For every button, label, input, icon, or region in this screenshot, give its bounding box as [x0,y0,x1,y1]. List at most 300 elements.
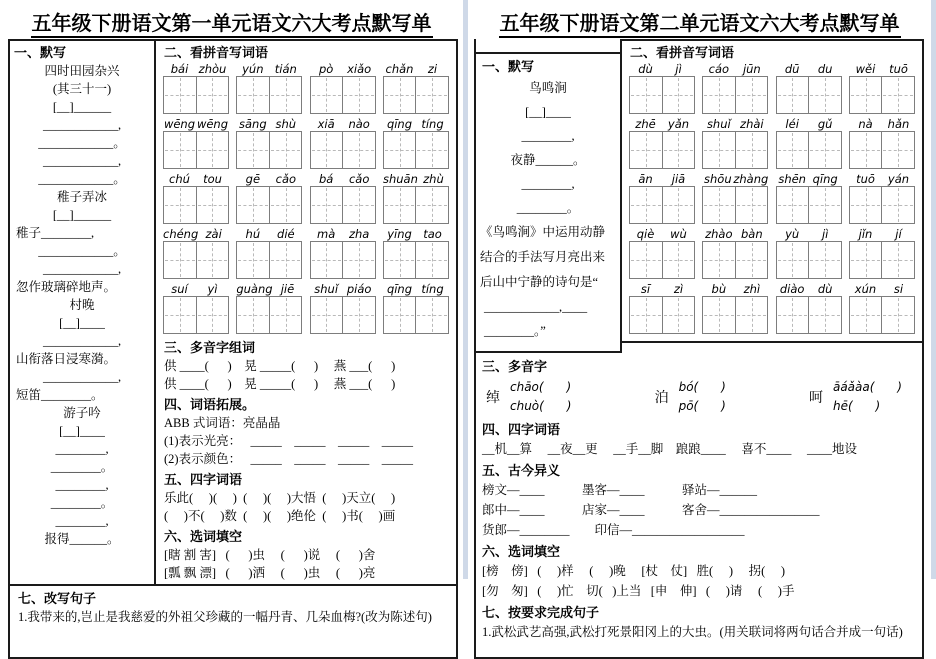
pinyin-label [383,172,449,186]
writing-cell [164,297,196,333]
pinyin-word-group [383,282,449,334]
pinyin-word-group [776,117,842,169]
pinyin-syllable: chǎn [385,62,414,76]
pinyin-word-group [776,282,842,334]
pinyin-label [383,227,449,241]
pinyin-label [776,282,842,296]
pinyin-syllable: jì [675,62,682,76]
text-line: 榜文—____ 墨客—____ 驿站—______ [482,483,758,497]
pinyin-word-group [236,282,302,334]
pinyin-label [629,227,695,241]
pinyin-syllable: xiǎo [347,62,372,76]
pinyin-word-group [702,172,768,224]
pinyin-syllable: shuān [382,172,418,186]
section-four-char-words [160,469,452,525]
writing-cell [342,132,375,168]
pinyin-syllable: dù [638,62,653,76]
worksheet-page-1 [8,39,458,659]
text-line: ____________,____ [484,300,588,314]
writing-cell [415,242,448,278]
pinyin-syllable: diào [779,282,805,296]
polyphone-character: 绰 [486,391,500,406]
writing-cell [196,242,229,278]
writing-grid [383,296,449,334]
writing-grid [629,296,695,334]
writing-grid [383,131,449,169]
pinyin-word-group [702,62,768,114]
pinyin-word-group [849,282,915,334]
writing-cell [630,77,662,113]
pinyin-word-group [776,172,842,224]
pinyin-row [626,62,918,114]
pinyin-syllable: tíng [421,282,444,296]
pinyin-syllable: zhài [740,117,764,131]
writing-cell [237,297,269,333]
pinyin-syllable: pò [318,62,334,76]
pinyin-label [236,172,302,186]
section-heading: 七、按要求完成句子 [482,605,600,620]
pinyin-label [383,282,449,296]
pinyin-word-group [163,282,229,334]
writing-grid [383,241,449,279]
pinyin-row [626,282,918,334]
writing-grid [236,76,302,114]
writing-grid [702,241,768,279]
pinyin-label [776,172,842,186]
writing-cell [850,187,882,223]
text-line: (2)表示颜色： _____ _____ _____ _____ [164,452,413,466]
writing-grid [849,76,915,114]
writing-cell [384,242,416,278]
pinyin-syllable: bái [170,62,189,76]
writing-cell [311,132,343,168]
text-line: ____________。 [38,172,126,186]
pinyin-word-group [629,282,695,334]
writing-cell [196,297,229,333]
text-line: [瞎 割 害] ( )虫 ( )说 ( )舍 [164,548,376,562]
text-line: ABB 式词语：亮晶晶 [164,416,281,430]
writing-cell [808,242,841,278]
page-1-window [0,0,463,624]
text-line: ________, [55,442,109,456]
pinyin-syllable: suí [171,282,188,296]
writing-grid [776,241,842,279]
text-line: ____________。 [38,244,126,258]
pinyin-syllable: qīng [386,282,413,296]
pinyin-row [626,227,918,279]
writing-grid [629,241,695,279]
writing-cell [850,132,882,168]
pinyin-word-group [236,117,302,169]
pinyin-label [776,62,842,76]
section-heading: 四、四字词语 [482,422,561,437]
pinyin-word-group [702,117,768,169]
section-heading: 六、选词填空 [482,544,561,559]
pinyin-word-group [702,227,768,279]
dictation-paragraph: 《鸟鸣涧》中运用动静结合的手法写月亮出来后山中宁静的诗句是“ [480,225,606,289]
writing-cell [703,242,735,278]
pinyin-syllable: tián [274,62,297,76]
writing-cell [164,242,196,278]
pinyin-label [163,172,229,186]
writing-cell [703,77,735,113]
writing-grid [236,186,302,224]
pinyin-syllable: yán [887,172,910,186]
polyphone-groups [478,376,916,418]
pinyin-syllable: cáo [708,62,730,76]
writing-cell [342,242,375,278]
pinyin-syllable: wēng [196,117,229,131]
pinyin-label [629,117,695,131]
pinyin-label [702,282,768,296]
pinyin-word-group [163,62,229,114]
section-heading: 五、古今异义 [482,463,561,478]
text-line: [__]____ [59,424,105,438]
writing-cell [808,297,841,333]
pinyin-syllable: cǎo [348,172,370,186]
writing-grid [310,241,376,279]
page-2-title-text: 五年级下册语文第二单元语文六大考点默写单 [499,13,901,38]
pinyin-row [160,117,452,169]
polyphone-group [655,378,726,416]
writing-grid [629,76,695,114]
writing-cell [777,242,809,278]
pinyin-label [163,282,229,296]
section-heading: 一、默写 [14,45,67,60]
dictation-tail-lines [478,295,618,343]
writing-cell [735,132,768,168]
writing-grid [849,186,915,224]
polyphone-reading: āáǎàa( ) [832,380,902,394]
writing-grid [849,296,915,334]
page-2-lower-sections [476,353,922,642]
section-fill-blanks [478,541,916,601]
pinyin-syllable: yīng [387,227,412,241]
writing-cell [164,132,196,168]
pinyin-syllable: shēn [778,172,806,186]
writing-grid [310,186,376,224]
pinyin-label [849,117,915,131]
writing-cell [662,297,695,333]
text-line: ________。 [516,201,580,215]
writing-cell [269,297,302,333]
writing-cell [164,187,196,223]
writing-grid [383,76,449,114]
scrollbar[interactable] [931,0,936,579]
text-line: [榜 傍] ( )样 ( )晚 [杖 仗] 胜( ) 拐( ) [482,564,786,578]
writing-cell [735,187,768,223]
pinyin-label [849,282,915,296]
pinyin-word-group [236,62,302,114]
text-line: ____________, [42,118,122,132]
pinyin-label [236,282,302,296]
pinyin-syllable: tou [203,172,222,186]
pinyin-syllable: gē [245,172,261,186]
pinyin-label [310,62,376,76]
writing-grid [163,296,229,334]
pinyin-syllable: zì [673,282,684,296]
pinyin-label [163,227,229,241]
writing-grid [163,76,229,114]
text-line: (其三十一) [52,82,112,96]
pinyin-word-group [310,172,376,224]
pinyin-word-group [849,117,915,169]
text-line: 报得______。 [44,532,120,546]
pinyin-word-group [849,172,915,224]
pinyin-row [626,172,918,224]
pinyin-label [236,227,302,241]
pinyin-syllable: cǎo [275,172,297,186]
pinyin-word-group [236,227,302,279]
writing-cell [777,77,809,113]
text-line: ____________, [42,154,122,168]
pinyin-row [160,227,452,279]
dictation-lines [10,62,154,548]
pinyin-label [310,172,376,186]
writing-cell [237,77,269,113]
text-line: 乐此( )( ) ( )( )大悟 ( )天立( ) [164,491,396,505]
pinyin-row [160,282,452,334]
pinyin-syllable: zhì [743,282,761,296]
writing-grid [849,241,915,279]
pinyin-syllable: ān [638,172,653,186]
polyphone-readings [679,378,726,416]
pinyin-syllable: tuō [856,172,875,186]
polyphone-reading: pō( ) [678,399,726,413]
pinyin-grid-area [626,62,918,334]
writing-cell [735,242,768,278]
pinyin-syllable: si [893,282,904,296]
text-line: 郎中—____ 店家—____ 客舍—________________ [482,503,820,517]
pinyin-syllable: jì [821,227,829,241]
section-heading: 七、改写句子 [18,591,97,606]
writing-cell [881,77,914,113]
pinyin-grid-area [160,62,452,334]
writing-cell [777,187,809,223]
pinyin-syllable: qiè [636,227,655,241]
pinyin-word-group [383,227,449,279]
writing-cell [630,187,662,223]
pinyin-label [629,282,695,296]
writing-cell [311,242,343,278]
writing-cell [881,132,914,168]
text-line: [__]______ [52,100,112,114]
text-line: 四时田园杂兴 [44,64,120,78]
pinyin-word-group [236,172,302,224]
pinyin-word-group [629,172,695,224]
pinyin-syllable: shù [275,117,297,131]
writing-cell [630,132,662,168]
text-line: ____________, [42,334,122,348]
page-1-columns [10,41,456,584]
text-line: ________, [521,177,575,191]
writing-cell [237,132,269,168]
pinyin-syllable: zhù [423,172,444,186]
text-line: 游子吟 [63,406,101,420]
writing-cell [237,187,269,223]
pinyin-syllable: wēng [163,117,196,131]
section-four-char-words [478,419,916,459]
section-heading: 一、默写 [482,59,535,74]
writing-cell [384,187,416,223]
pinyin-syllable: dié [277,227,295,241]
writing-cell [311,297,343,333]
writing-cell [662,77,695,113]
pinyin-label [310,117,376,131]
section-heading: 三、多音字组词 [164,340,256,355]
pinyin-syllable: shuǐ [706,117,731,131]
polyphone-reading: hē( ) [832,399,881,413]
section-polyphone [160,337,452,393]
writing-cell [342,187,375,223]
pinyin-syllable: wěi [855,62,876,76]
text-line: 1.武松武艺高强,武松打死景阳冈上的大虫。(用关联词将两句话合并成一句话) [482,625,903,639]
text-line: 夜静______。 [510,153,586,167]
writing-grid [702,296,768,334]
writing-cell [703,132,735,168]
section-dictation [10,41,156,584]
pinyin-syllable: jiē [280,282,295,296]
writing-grid [236,241,302,279]
page-title [468,7,931,36]
writing-cell [630,297,662,333]
writing-cell [881,297,914,333]
polyphone-reading: chuò( ) [510,399,572,413]
pinyin-syllable: bàn [741,227,763,241]
pinyin-syllable: hú [245,227,261,241]
pinyin-label [776,117,842,131]
writing-cell [196,77,229,113]
writing-cell [269,77,302,113]
text-line: 稚子________, [16,226,95,240]
pinyin-word-group [383,117,449,169]
text-line: 货郎—________ 印信—__________________ [482,523,745,537]
text-line: __机__算 __夜__更 __手__脚 踉踉____ 喜不____ ____地设 [482,442,858,456]
worksheet-page-2 [474,39,924,659]
text-line: 稚子弄冰 [56,190,107,204]
text-line: 鸟鸣涧 [529,81,567,95]
pinyin-word-group [849,227,915,279]
pinyin-row [160,62,452,114]
section-heading: 四、词语拓展。 [164,397,256,412]
pinyin-syllable: sī [640,282,651,296]
writing-cell [269,132,302,168]
pinyin-label [236,62,302,76]
writing-cell [384,132,416,168]
writing-cell [703,297,735,333]
text-line: ________。 [50,496,114,510]
writing-grid [310,296,376,334]
pinyin-syllable: jí [895,227,902,241]
writing-grid [383,186,449,224]
page-1-right-column [156,41,456,584]
polyphone-reading: bó( ) [678,380,726,394]
pinyin-syllable: chéng [163,227,199,241]
pinyin-syllable: xiā [317,117,335,131]
section-heading: 二、看拼音写词语 [630,45,735,60]
pinyin-label [236,117,302,131]
pinyin-syllable: dū [784,62,800,76]
writing-grid [702,131,768,169]
pinyin-word-group [776,62,842,114]
text-line: ( )不( )数 ( )( )绝伦 ( )书( )画 [164,509,396,523]
pinyin-syllable: tao [423,227,442,241]
pinyin-syllable: guàng [236,282,273,296]
text-line: ________, [55,514,109,528]
writing-grid [163,131,229,169]
writing-cell [384,297,416,333]
text-line: ____________, [42,370,122,384]
section-heading: 六、选词填空 [164,529,243,544]
section-ancient-modern-meaning [478,460,916,540]
section-complete-sentence [478,602,916,642]
writing-cell [777,297,809,333]
writing-cell [662,132,695,168]
pinyin-syllable: yì [207,282,218,296]
pinyin-syllable: léi [785,117,799,131]
polyphone-character: 泊 [654,391,669,406]
pinyin-row [160,172,452,224]
pinyin-word-group [629,227,695,279]
pinyin-label [702,227,768,241]
text-line: ____________。 [38,136,126,150]
polyphone-readings [833,378,902,416]
writing-grid [702,186,768,224]
pinyin-syllable: shōu [704,172,732,186]
pinyin-syllable: xún [854,282,877,296]
text-line: 1.我带来的,岂止是我慈爱的外祖父珍藏的一幅丹青、几朵血梅?(改为陈述句) [18,610,432,624]
writing-grid [236,131,302,169]
text-line: ____________, [42,262,122,276]
pinyin-syllable: tíng [421,117,444,131]
writing-cell [384,77,416,113]
writing-cell [164,77,196,113]
writing-cell [415,297,448,333]
pinyin-syllable: jiā [671,172,686,186]
pinyin-syllable: bá [318,172,334,186]
writing-grid [629,131,695,169]
pinyin-word-group [383,62,449,114]
section-rewrite-sentence [10,584,456,634]
section-fill-blanks [160,526,452,582]
writing-cell [850,242,882,278]
pinyin-syllable: yù [785,227,800,241]
writing-cell [415,77,448,113]
pinyin-label [383,62,449,76]
pinyin-syllable: sāng [239,117,267,131]
pinyin-label [310,227,376,241]
pinyin-syllable: dù [817,282,833,296]
pinyin-syllable: jūn [742,62,761,76]
page-2-columns [476,39,922,353]
pinyin-syllable: bù [711,282,727,296]
writing-grid [776,131,842,169]
pinyin-syllable: zhào [705,227,733,241]
writing-grid [236,296,302,334]
writing-cell [662,242,695,278]
writing-grid [629,186,695,224]
writing-cell [415,132,448,168]
section-word-expansion [160,394,452,468]
page-2-window [468,0,931,639]
section-dictation [476,52,622,353]
text-line: ________。” [484,324,546,338]
writing-grid [702,76,768,114]
pinyin-word-group [629,117,695,169]
writing-cell [196,187,229,223]
pinyin-label [629,62,695,76]
writing-cell [808,187,841,223]
